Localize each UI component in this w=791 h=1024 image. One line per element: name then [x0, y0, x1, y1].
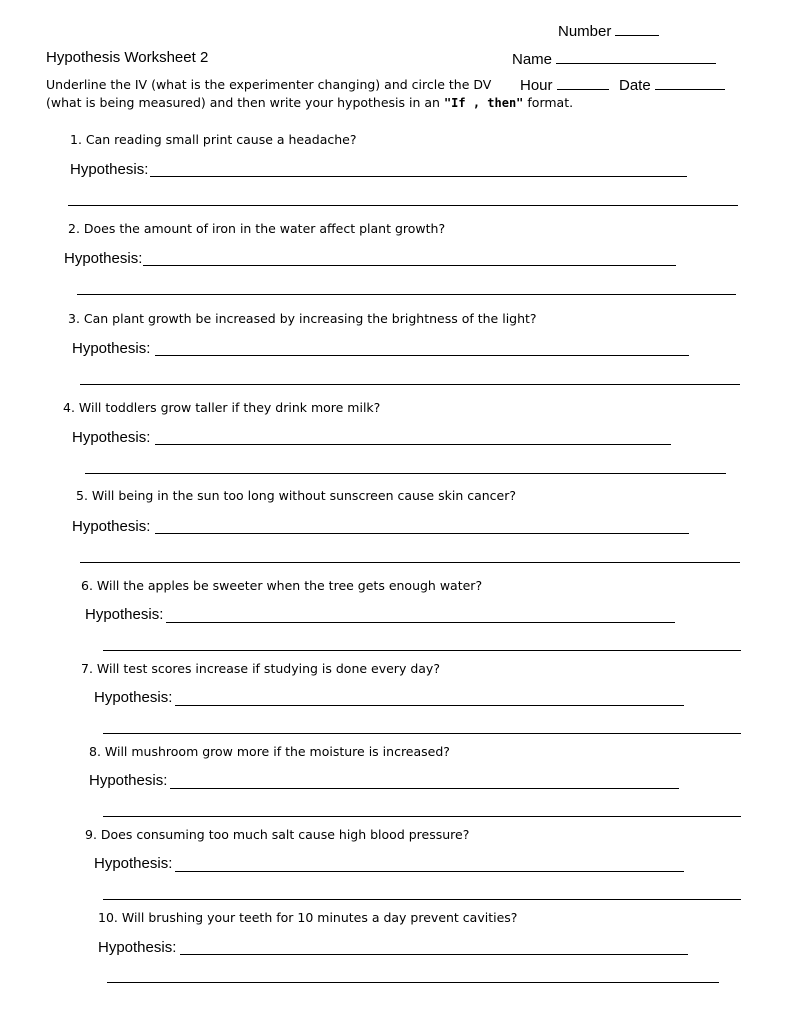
name-label: Name: [512, 51, 553, 68]
instructions-line-1: Underline the IV (what is the experimenter changing) and circle the DV: [46, 77, 492, 92]
hypothesis-label-10: Hypothesis:: [98, 939, 177, 956]
page-title: Hypothesis Worksheet 2: [46, 49, 209, 66]
hypothesis-continuation-line-5[interactable]: [80, 562, 740, 563]
instructions-line-2-pre: (what is being measured) and then write your hypothesis in an: [46, 95, 444, 110]
date-blank[interactable]: [655, 75, 725, 90]
format-text: "If , then": [443, 96, 524, 110]
question-5: 5. Will being in the sun too long without sunscreen cause skin cancer?: [76, 488, 517, 503]
hour-field[interactable]: [520, 75, 609, 94]
hypothesis-label-3: Hypothesis:: [72, 340, 151, 357]
hypothesis-continuation-line-7[interactable]: [103, 733, 741, 734]
question-3: 3. Can plant growth be increased by increasing the brightness of the light?: [68, 311, 537, 326]
hypothesis-label-8: Hypothesis:: [89, 772, 168, 789]
hypothesis-continuation-line-6[interactable]: [103, 650, 741, 651]
hypothesis-continuation-line-8[interactable]: [103, 816, 741, 817]
question-9: 9. Does consuming too much salt cause high blood pressure?: [85, 827, 470, 842]
instructions-line-2: [46, 95, 573, 110]
name-field[interactable]: [512, 49, 716, 68]
hypothesis-label-9: Hypothesis:: [94, 855, 173, 872]
hypothesis-label-2: Hypothesis:: [64, 250, 143, 267]
number-label: Number: [558, 23, 612, 40]
hypothesis-answer-line-3[interactable]: [155, 355, 689, 356]
hypothesis-answer-line-4[interactable]: [155, 444, 671, 445]
instructions-line-2-post: format.: [523, 95, 574, 110]
date-label: Date: [619, 77, 651, 94]
hypothesis-continuation-line-10[interactable]: [107, 982, 719, 983]
hypothesis-label-5: Hypothesis:: [72, 518, 151, 535]
hypothesis-label-1: Hypothesis:: [70, 161, 149, 178]
hypothesis-answer-line-6[interactable]: [166, 622, 675, 623]
question-2: 2. Does the amount of iron in the water affect plant growth?: [68, 221, 446, 236]
number-field[interactable]: [558, 21, 659, 40]
hypothesis-continuation-line-2[interactable]: [77, 294, 736, 295]
hypothesis-answer-line-9[interactable]: [175, 871, 684, 872]
hypothesis-continuation-line-4[interactable]: [85, 473, 726, 474]
hypothesis-continuation-line-9[interactable]: [103, 899, 741, 900]
date-field[interactable]: [619, 75, 725, 94]
hypothesis-label-6: Hypothesis:: [85, 606, 164, 623]
hour-blank[interactable]: [557, 75, 609, 90]
hour-label: Hour: [520, 77, 553, 94]
hypothesis-answer-line-8[interactable]: [170, 788, 679, 789]
hypothesis-continuation-line-1[interactable]: [68, 205, 738, 206]
question-7: 7. Will test scores increase if studying is done every day?: [81, 661, 440, 676]
question-8: 8. Will mushroom grow more if the moisture is increased?: [89, 744, 450, 759]
hypothesis-answer-line-1[interactable]: [150, 176, 687, 177]
question-10: 10. Will brushing your teeth for 10 minutes a day prevent cavities?: [98, 910, 518, 925]
hypothesis-answer-line-2[interactable]: [143, 265, 676, 266]
hypothesis-answer-line-10[interactable]: [180, 954, 688, 955]
hypothesis-answer-line-7[interactable]: [175, 705, 684, 706]
question-4: 4. Will toddlers grow taller if they drink more milk?: [63, 400, 381, 415]
hypothesis-answer-line-5[interactable]: [155, 533, 689, 534]
number-blank[interactable]: [615, 21, 659, 36]
question-1: 1. Can reading small print cause a headache?: [70, 132, 357, 147]
question-6: 6. Will the apples be sweeter when the tree gets enough water?: [81, 578, 483, 593]
hypothesis-continuation-line-3[interactable]: [80, 384, 740, 385]
hypothesis-label-7: Hypothesis:: [94, 689, 173, 706]
hypothesis-label-4: Hypothesis:: [72, 429, 151, 446]
name-blank[interactable]: [556, 49, 716, 64]
